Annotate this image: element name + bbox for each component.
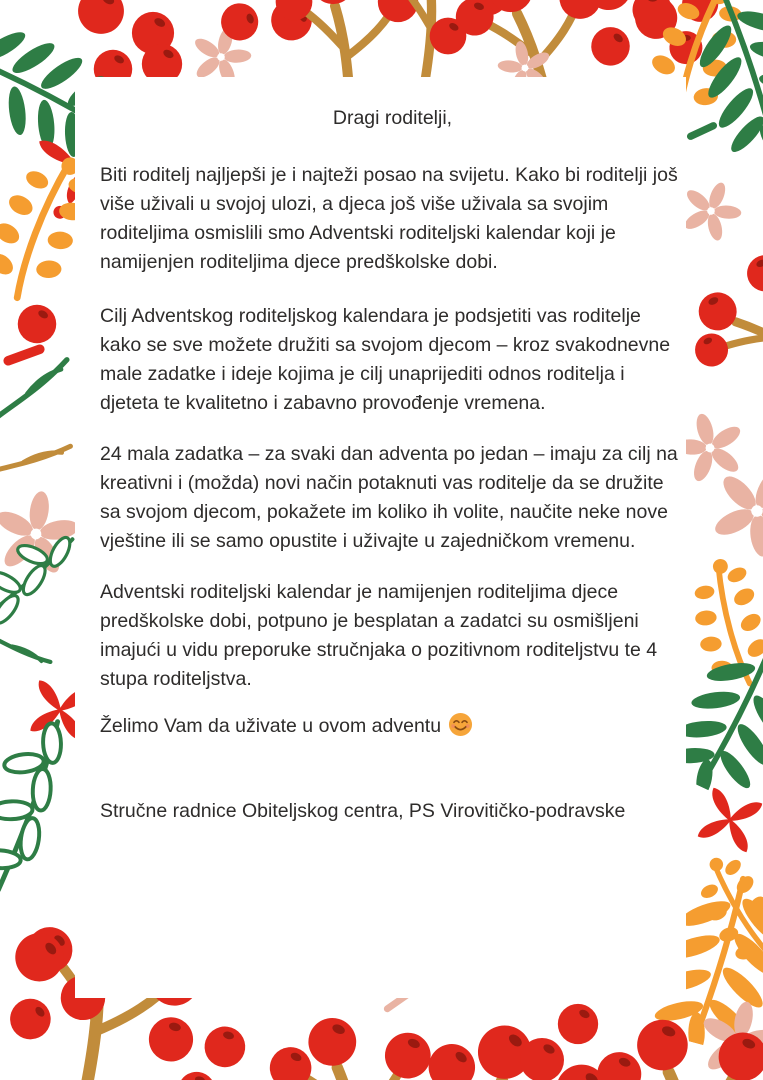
wish-text: Želimo Vam da uživate u ovom adventu [100, 715, 442, 737]
letter-paragraph: Cilj Adventskog roditeljskog kalendara je podsjetiti vas roditelje kako se sve možete družiti sa svojom djecom – kroz svakodnevne male zadatke i ideje kojima je cilj unaprijediti odnos roditelja i djeteta te kvalitetno i zabavno provođenje vremena. [100, 305, 671, 414]
letter-greeting: Dragi roditelji, [332, 107, 453, 129]
berry-decoration [556, 1002, 600, 1046]
green-twig-decoration [0, 350, 78, 426]
letter-paragraph: Biti roditelj najljepši je i najteži posao na svijetu. Kako bi roditelji još više uživali u svojoj ulozi, a djeca još više uživala sa svojim roditeljima osmislili smo Adventski roditeljski kalendar koji je namijenjen roditeljima djece predškolske dobi. [100, 164, 678, 273]
letter-wish-line [100, 712, 685, 741]
letter-body [100, 104, 685, 826]
gold-berry-branch-decoration [259, 984, 448, 1080]
letter-signature: Stručne radnice Obiteljskog centra, PS Virovitičko-podravske [100, 800, 626, 822]
berry-decoration [16, 303, 58, 345]
smiling-face-emoji [448, 712, 473, 737]
letter-paragraph: 24 mala zadatka – za svaki dan adventa po jedan – imaju za cilj na kreativni i (možda) novi način potaknuti vas roditelje da se družite sa svojom djecom, pokažete im koliko ih volite, naučite neke nove vještine ili se samo opustite i uživajte u zajedničkom vremenu. [100, 443, 678, 552]
berry-decoration [428, 16, 468, 56]
letter-paragraph: Adventski roditeljski kalendar je namijenjen roditeljima djece predškolske dobi, potpuno je besplatan a zadatci su osmišljeni imajući u vidu preporuke stručnjaka o pozitivnom roditeljstvu te 4 stupa roditeljstva. [100, 581, 658, 690]
